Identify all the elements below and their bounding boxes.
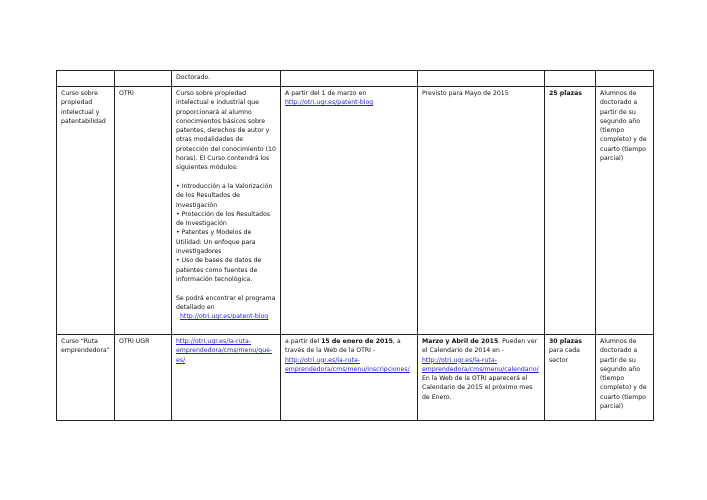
list-item: • Uso de bases de datos de patentes como fuentes de información tecnológica. <box>176 256 276 284</box>
registration-link[interactable]: http://otri.ugr.es/patent-blog <box>285 99 374 107</box>
list-item: • Patentes y Modelos de Utilidad: Un enfoque para investigadores <box>176 228 276 256</box>
course-name: Curso sobre propiedad intelectual y patentabilidad <box>57 87 115 335</box>
list-item: • Introducción a la Valorización de los Resultados de Investigación <box>176 182 276 210</box>
registration-link[interactable]: http://otri.ugr.es/la-ruta-emprendedora/cms/menu/inscripciones/ <box>285 356 410 373</box>
cell-empty <box>545 71 596 87</box>
registration-cell <box>281 87 418 335</box>
course-organizer: OTRI UGR <box>115 335 172 421</box>
registration-cell <box>281 335 418 421</box>
registration-text: , a través de la Web de la OTRI - <box>285 338 401 355</box>
dates-text: En la Web de la OTRI aparecerá el Calendario de 2015 el próximo mes de Enero. <box>422 375 533 401</box>
list-item: • Protección de los Resultados de Investigación <box>176 210 276 229</box>
registration-text: A partir del 1 de marzo en <box>285 90 367 97</box>
course-dates: Previsto para Mayo de 2015 <box>418 87 545 335</box>
registration-date: 15 de enero de 2015 <box>321 338 393 345</box>
dates-bold: Marzo y Abril de 2015 <box>422 338 499 345</box>
courses-table <box>56 70 654 421</box>
calendar-link[interactable]: http://otri.ugr.es/la-ruta-emprendedora/cms/menu/calendario/ <box>422 356 539 373</box>
module-list <box>176 182 276 284</box>
course-target: Alumnos de doctorado a partir de su segundo año (tiempo completo) y de cuarto (tiempo parcial) <box>596 335 654 421</box>
cell-empty <box>596 71 654 87</box>
registration-text: a partir del <box>285 338 322 345</box>
course-name: Curso “Ruta emprendedora” <box>57 335 115 421</box>
course-organizer: OTRI <box>115 87 172 335</box>
description-intro: Curso sobre propiedad intelectual e industrial que proporcionará al alumno conocimientos básicos sobre patentes, derechos de autor y otras modalidades de protección del conocimiento (10 horas). El Curso contendrá los siguientes módulos: <box>176 90 276 172</box>
cell-empty <box>418 71 545 87</box>
course-description <box>172 87 281 335</box>
table-row <box>57 335 654 421</box>
course-description <box>172 335 281 421</box>
course-target: Alumnos de doctorado a partir de su segundo año (tiempo completo) y de cuarto (tiempo parcial) <box>596 87 654 335</box>
course-places <box>545 335 596 421</box>
dates-text: . Pueden ver el Calendario de 2014 en - <box>422 338 538 355</box>
places-bold: 30 plazas <box>549 338 582 345</box>
cell-empty <box>115 71 172 87</box>
cell-empty <box>281 71 418 87</box>
table-row <box>57 71 654 87</box>
program-text: Se podrá encontrar el programa detallado en <box>176 294 276 311</box>
course-places: 25 plazas <box>545 87 596 335</box>
course-dates <box>418 335 545 421</box>
course-info-link[interactable]: http://otri.ugr.es/la-ruta-emprendedora/cms/menu/que-es/ <box>176 338 273 364</box>
places-text: para cada sector <box>549 347 580 364</box>
program-link[interactable]: http://otri.ugr.es/patent-blog <box>180 313 269 321</box>
cell-continuation-text: Doctorado. <box>172 71 281 87</box>
cell-empty <box>57 71 115 87</box>
table-row <box>57 87 654 335</box>
